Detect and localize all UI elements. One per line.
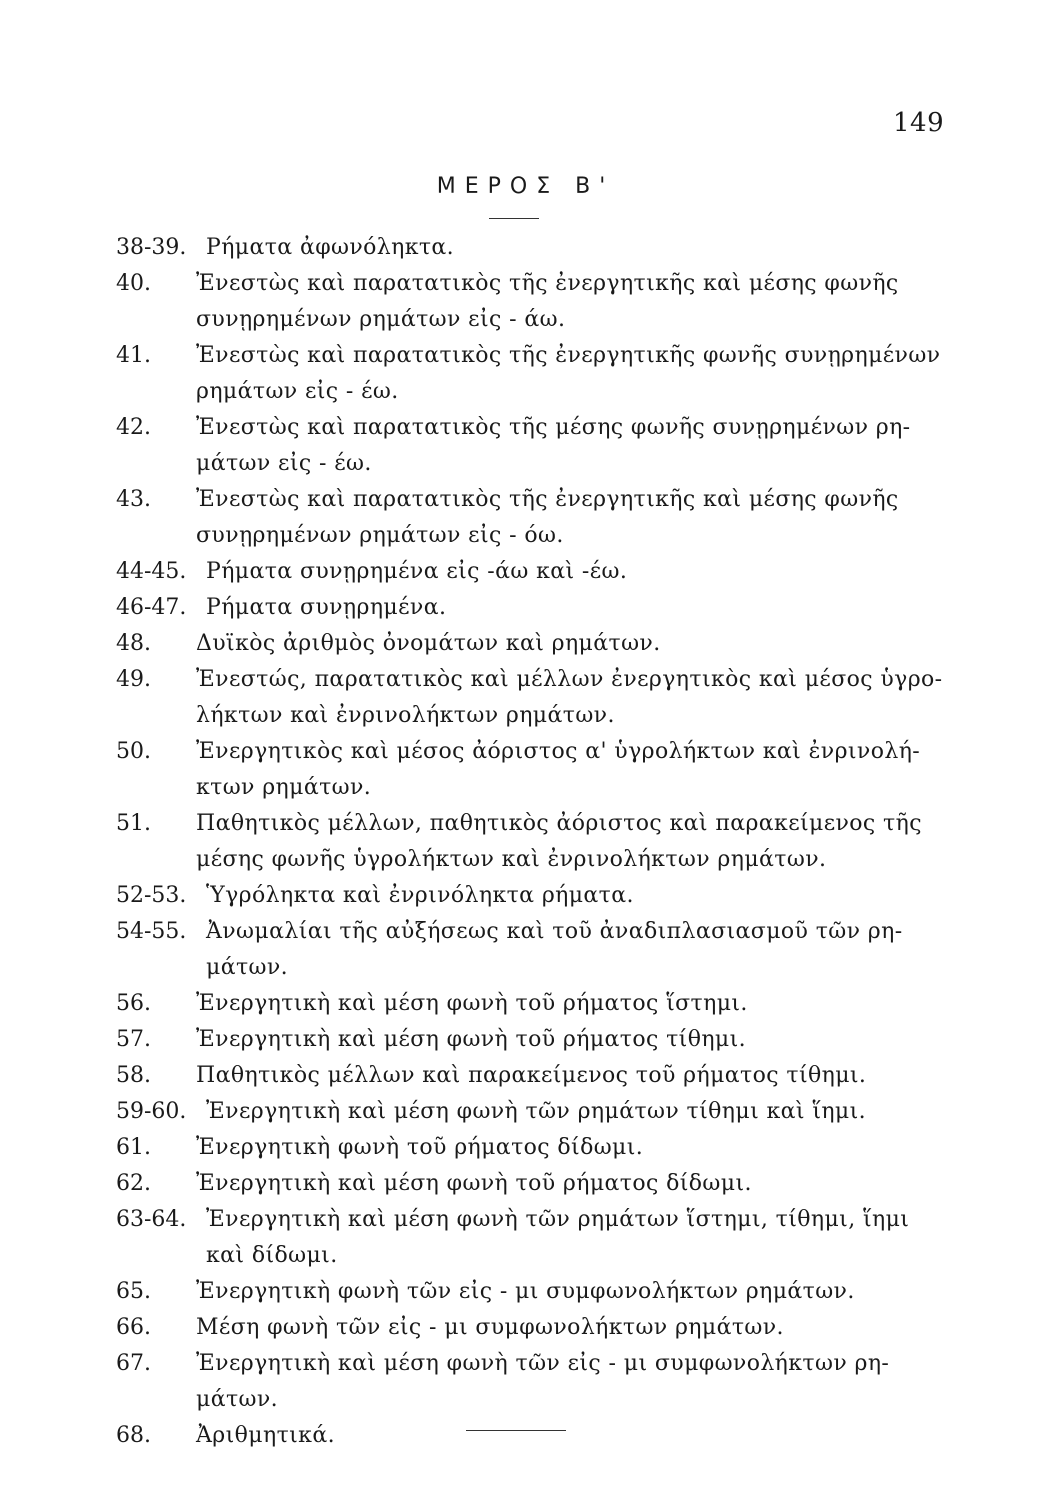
toc-entry-text: Ἀνωμαλίαι τῆς αὐξήσεως καὶ τοῦ ἀναδιπλασιασμοῦ τῶν ρη-: [206, 919, 903, 944]
toc-entry-text: Παθητικὸς μέλλων, παθητικὸς ἀόριστος καὶ παρακείμενος τῆς: [196, 811, 922, 836]
toc-entry: [116, 554, 966, 590]
footer-divider: [466, 1430, 566, 1431]
toc-entry: [116, 1058, 966, 1094]
toc-entry: [116, 338, 966, 410]
toc-entry-text: Ἐνεργητικὴ καὶ μέση φωνὴ τοῦ ρήματος ἵστημι.: [196, 991, 748, 1016]
toc-entry-number: 43.: [116, 487, 151, 512]
toc-entry-text: λήκτων καὶ ἐνρινολήκτων ρημάτων.: [196, 703, 615, 728]
page-number: 149: [893, 108, 945, 138]
toc-entry-number: 48.: [116, 631, 151, 656]
toc-entry-number: 65.: [116, 1279, 151, 1304]
title-divider: [489, 218, 539, 219]
toc-entry: [116, 1310, 966, 1346]
toc-entry: [116, 230, 966, 266]
toc-entry-number: 41.: [116, 343, 151, 368]
toc-entry-text: συνῃρημένων ρημάτων εἰς - όω.: [196, 523, 564, 548]
toc-entry: [116, 1166, 966, 1202]
toc-entry-text: μάτων εἰς - έω.: [196, 451, 372, 476]
toc-entry-text: Ἐνεργητικὴ φωνὴ τῶν εἰς - μι συμφωνολήκτων ρημάτων.: [196, 1279, 855, 1304]
toc-entry: [116, 878, 966, 914]
toc-entry-number: 46-47.: [116, 595, 187, 620]
toc-entry-number: 67.: [116, 1351, 151, 1376]
toc-entry-text: μάτων.: [206, 955, 289, 980]
toc-entry-text: Ὑγρόληκτα καὶ ἐνρινόληκτα ρήματα.: [206, 883, 634, 908]
toc-entry-number: 57.: [116, 1027, 151, 1052]
toc-entry-number: 52-53.: [116, 883, 187, 908]
toc-entry-number: 61.: [116, 1135, 151, 1160]
toc-entry-text: μάτων.: [196, 1387, 279, 1412]
toc-entry-text: Ἐνεργητικὴ καὶ μέση φωνὴ τῶν ρημάτων ἵστημι, τίθημι, ἵημι: [206, 1207, 910, 1232]
toc-entry-number: 40.: [116, 271, 151, 296]
toc-entry-number: 63-64.: [116, 1207, 187, 1232]
toc-entry: [116, 662, 966, 734]
part-title: ΜΕΡΟΣ Β': [436, 174, 615, 199]
toc-entry-text: Ἐνεργητικὴ καὶ μέση φωνὴ τῶν ρημάτων τίθημι καὶ ἵημι.: [206, 1099, 867, 1124]
toc-entry: [116, 1022, 966, 1058]
toc-entry-number: 38-39.: [116, 235, 187, 260]
toc-entry-text: Ἐνεστώς, παρατατικὸς καὶ μέλλων ἐνεργητικὸς καὶ μέσος ὑγρο-: [196, 667, 943, 692]
toc-entry-text: Ἐνεστὼς καὶ παρατατικὸς τῆς ἐνεργητικῆς φωνῆς συνῃρημένων: [196, 343, 941, 368]
toc-entry-number: 44-45.: [116, 559, 187, 584]
toc-entry-text: κτων ρημάτων.: [196, 775, 372, 800]
toc-entry-number: 51.: [116, 811, 151, 836]
toc-entry-text: Ἐνεργητικὴ καὶ μέση φωνὴ τῶν εἰς - μι συμφωνολήκτων ρη-: [196, 1351, 890, 1376]
toc-entry-text: Ἀριθμητικά.: [196, 1423, 335, 1448]
toc-entry: [116, 590, 966, 626]
toc-entry-number: 50.: [116, 739, 151, 764]
toc-entry-text: Ἐνεστὼς καὶ παρατατικὸς τῆς ἐνεργητικῆς καὶ μέσης φωνῆς: [196, 271, 899, 296]
toc-entry-text: Ρήματα ἀφωνόληκτα.: [206, 235, 455, 260]
toc-entry-number: 59-60.: [116, 1099, 187, 1124]
toc-entry: [116, 410, 966, 482]
toc-entry-text: Ρήματα συνῃρημένα.: [206, 595, 447, 620]
toc-entry-text: ρημάτων εἰς - έω.: [196, 379, 399, 404]
toc-entry: [116, 914, 966, 986]
toc-entry-text: Ἐνεργητικὴ καὶ μέση φωνὴ τοῦ ρήματος τίθημι.: [196, 1027, 747, 1052]
toc-entry-text: Ἐνεστὼς καὶ παρατατικὸς τῆς ἐνεργητικῆς καὶ μέσης φωνῆς: [196, 487, 899, 512]
toc-entry-number: 54-55.: [116, 919, 187, 944]
toc-entry-text: μέσης φωνῆς ὑγρολήκτων καὶ ἐνρινολήκτων ρημάτων.: [196, 847, 827, 872]
toc-entry-number: 68.: [116, 1423, 151, 1448]
toc-entry: [116, 266, 966, 338]
toc-entry: [116, 734, 966, 806]
toc-entry-text: Ρήματα συνῃρημένα εἰς -άω καὶ -έω.: [206, 559, 628, 584]
toc-entry-number: 58.: [116, 1063, 151, 1088]
toc-entry: [116, 1418, 966, 1454]
toc-entry-text: Ἐνεργητικὴ καὶ μέση φωνὴ τοῦ ρήματος δίδωμι.: [196, 1171, 752, 1196]
toc-entry-text: Παθητικὸς μέλλων καὶ παρακείμενος τοῦ ρήματος τίθημι.: [196, 1063, 867, 1088]
toc-entry: [116, 1274, 966, 1310]
toc-entry: [116, 1202, 966, 1274]
toc-entry-number: 66.: [116, 1315, 151, 1340]
toc-entry-text: καὶ δίδωμι.: [206, 1243, 338, 1268]
table-of-contents: [116, 230, 966, 1454]
toc-entry-number: 62.: [116, 1171, 151, 1196]
toc-entry: [116, 986, 966, 1022]
toc-entry-text: Ἐνεργητικὴ φωνὴ τοῦ ρήματος δίδωμι.: [196, 1135, 644, 1160]
toc-entry-text: Ἐνεργητικὸς καὶ μέσος ἀόριστος α' ὑγρολήκτων καὶ ἐνρινολή-: [196, 739, 921, 764]
toc-entry-text: συνῃρημένων ρημάτων εἰς - άω.: [196, 307, 566, 332]
toc-entry: [116, 806, 966, 878]
toc-entry: [116, 482, 966, 554]
toc-entry-text: Δυϊκὸς ἀριθμὸς ὀνομάτων καὶ ρημάτων.: [196, 631, 661, 656]
toc-entry: [116, 1094, 966, 1130]
toc-entry-number: 49.: [116, 667, 151, 692]
toc-entry-number: 42.: [116, 415, 151, 440]
toc-entry: [116, 626, 966, 662]
toc-entry-number: 56.: [116, 991, 151, 1016]
toc-entry: [116, 1130, 966, 1166]
toc-entry: [116, 1346, 966, 1418]
toc-entry-text: Μέση φωνὴ τῶν εἰς - μι συμφωνολήκτων ρημάτων.: [196, 1315, 784, 1340]
toc-entry-text: Ἐνεστὼς καὶ παρατατικὸς τῆς μέσης φωνῆς συνῃρημένων ρη-: [196, 415, 911, 440]
